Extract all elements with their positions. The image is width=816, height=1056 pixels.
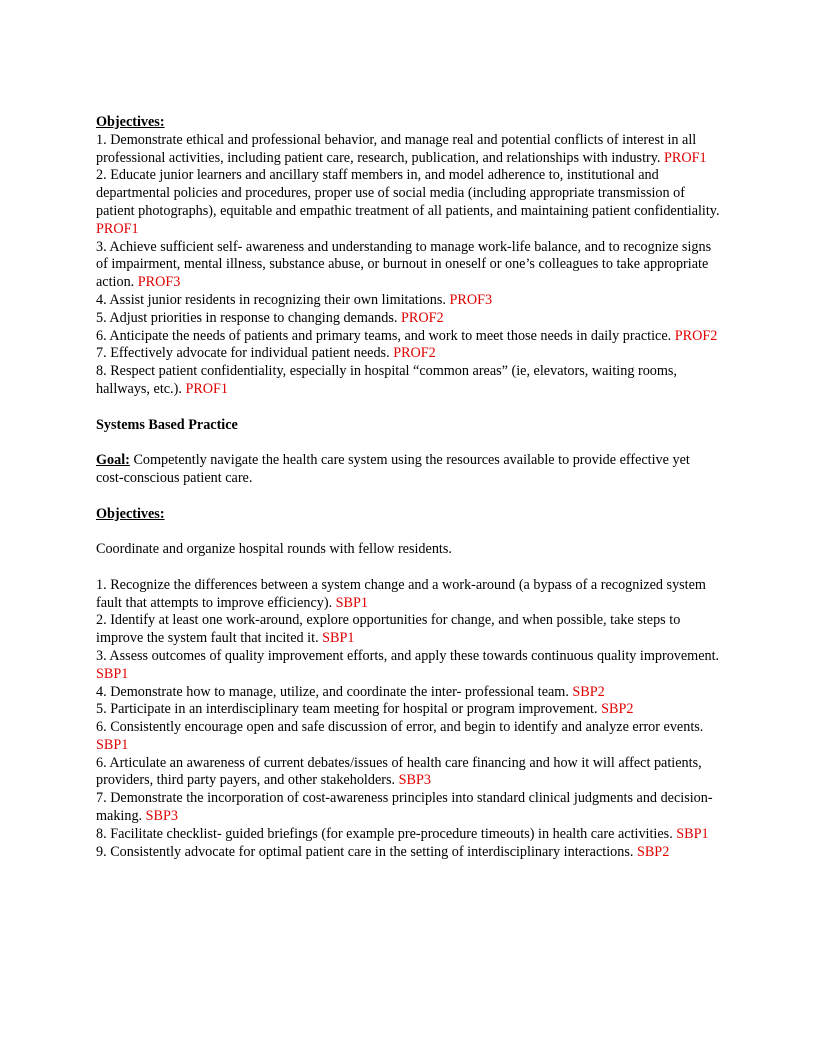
item-text: 2. Identify at least one work-around, explore opportunities for change, and when possible, take steps to improve the system fault that incited it. (96, 612, 681, 647)
list-item (96, 132, 720, 168)
goal-label: Goal: (96, 452, 130, 469)
item-text: 8. Facilitate checklist- guided briefings (for example pre-procedure timeouts) in health care activities. (96, 825, 677, 842)
item-text: 5. Adjust priorities in response to changing demands. (96, 309, 401, 326)
spacer (96, 523, 720, 541)
item-text: 1. Demonstrate ethical and professional behavior, and manage real and potential conflicts of interest in all professional activities, including patient care, research, publication, and relationships with industry. (96, 131, 697, 166)
goal-paragraph (96, 452, 720, 488)
item-text: 8. Respect patient confidentiality, especially in hospital “common areas” (ie, elevators, waiting rooms, hallways, etc.). (96, 363, 677, 397)
competency-code: SBP1 (96, 736, 129, 753)
competency-code: PROF3 (137, 274, 181, 291)
list-item (96, 363, 720, 399)
competency-code: PROF2 (393, 345, 436, 362)
list-item (96, 310, 720, 328)
list-item (96, 701, 720, 719)
item-text: 1. Recognize the differences between a system change and a work-around (a bypass of a recognized system fault that attempts to improve efficiency). (96, 576, 706, 611)
sbp-objectives-heading: Objectives: (96, 505, 165, 522)
competency-code: SBP1 (322, 630, 355, 647)
list-item (96, 755, 720, 791)
prof-objectives-list (96, 132, 720, 399)
item-text: 5. Participate in an interdisciplinary team meeting for hospital or program improvement. (96, 701, 602, 718)
list-item (96, 844, 720, 862)
list-item (96, 826, 720, 844)
competency-code: SBP1 (676, 825, 709, 842)
item-text: 2. Educate junior learners and ancillary staff members in, and model adherence to, institutional and departmental policies and procedures, proper use of social media (including appropriate transmission of patient photographs), equitable and empathic treatment of all patients, and maintaining patient confidentiality. (96, 167, 720, 219)
item-text: 6. Articulate an awareness of current debates/issues of health care financing and how it will affect patients, providers, third party payers, and other stakeholders. (96, 754, 702, 789)
list-item (96, 292, 720, 310)
list-item (96, 612, 720, 648)
list-item (96, 648, 720, 684)
list-item (96, 167, 720, 238)
spacer (96, 399, 720, 417)
competency-code: SBP2 (572, 683, 605, 700)
competency-code: SBP3 (145, 808, 178, 825)
competency-code: SBP2 (601, 701, 634, 718)
competency-code: PROF1 (664, 149, 707, 166)
item-text: 9. Consistently advocate for optimal patient care in the setting of interdisciplinary interactions. (96, 843, 637, 860)
spacer (96, 559, 720, 577)
list-item (96, 328, 720, 346)
list-item (96, 719, 720, 755)
sbp-objectives-list (96, 577, 720, 862)
section-title: Systems Based Practice (96, 416, 238, 433)
list-item (96, 684, 720, 702)
document-page (96, 114, 720, 861)
item-text: 4. Assist junior residents in recognizing their own limitations. (96, 291, 450, 308)
item-text: 6. Anticipate the needs of patients and primary teams, and work to meet those needs in daily practice. (96, 327, 675, 344)
item-text: 4. Demonstrate how to manage, utilize, and coordinate the inter- professional team. (96, 683, 573, 700)
spacer (96, 488, 720, 506)
competency-code: PROF2 (401, 309, 444, 326)
item-text: 6. Consistently encourage open and safe discussion of error, and begin to identify and analyze error events. (96, 719, 704, 736)
competency-code: PROF1 (96, 220, 139, 237)
intro-text: Coordinate and organize hospital rounds with fellow residents. (96, 541, 452, 558)
list-item (96, 790, 720, 826)
spacer (96, 434, 720, 452)
prof-objectives-heading: Objectives: (96, 114, 165, 130)
competency-code: PROF2 (674, 327, 718, 344)
competency-code: PROF1 (185, 380, 229, 397)
goal-text: Competently navigate the health care system using the resources available to provide effective yet cost-conscious patient care. (96, 452, 690, 486)
list-item (96, 239, 720, 292)
item-text: 3. Achieve sufficient self- awareness and understanding to manage work-life balance, and to recognize signs of impairment, mental illness, substance abuse, or burnout in oneself or one’s colleagues to take appropriate action. (96, 238, 712, 291)
item-text: 7. Demonstrate the incorporation of cost-awareness principles into standard clinical judgments and decision-making. (96, 790, 713, 825)
competency-code: PROF3 (449, 291, 493, 308)
competency-code: SBP2 (636, 843, 670, 860)
item-text: 3. Assess outcomes of quality improvement efforts, and apply these towards continuous quality improvement. (96, 647, 720, 664)
list-item (96, 577, 720, 613)
item-text: 7. Effectively advocate for individual patient needs. (96, 345, 394, 362)
competency-code: SBP3 (398, 772, 431, 789)
competency-code: SBP1 (96, 665, 129, 682)
list-item (96, 345, 720, 363)
competency-code: SBP1 (335, 594, 369, 611)
